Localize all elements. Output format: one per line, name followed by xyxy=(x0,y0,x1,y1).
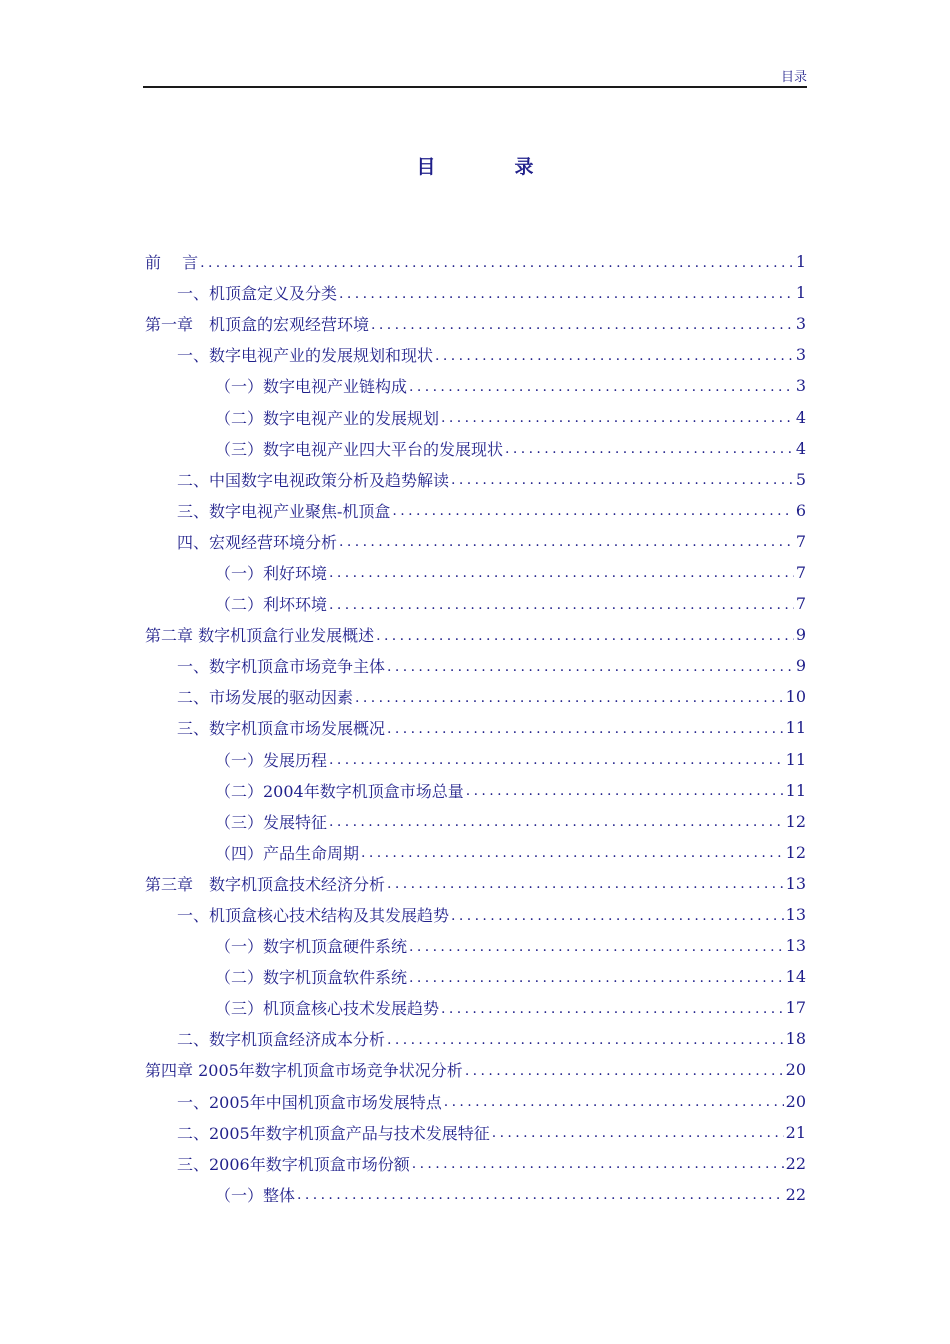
toc-entry[interactable] xyxy=(145,868,806,899)
toc-entry[interactable] xyxy=(145,775,806,806)
toc-page-number: 22 xyxy=(785,1153,806,1173)
toc-dot-leader xyxy=(444,1094,784,1110)
toc-entry[interactable] xyxy=(145,277,806,308)
toc-page-number: 6 xyxy=(795,500,806,520)
toc-entry[interactable] xyxy=(145,588,806,619)
toc-page-number: 11 xyxy=(785,718,806,738)
toc-page-number: 4 xyxy=(795,438,806,458)
toc-page-number: 20 xyxy=(785,1091,806,1111)
page-title: 目 录 xyxy=(416,156,564,178)
toc-page-number: 7 xyxy=(795,562,806,582)
toc-entry[interactable] xyxy=(145,339,806,370)
toc-entry[interactable] xyxy=(145,308,806,339)
toc-dot-leader xyxy=(371,317,794,333)
toc-entry-title: 第四章 2005年数字机顶盒市场竞争状况分析 xyxy=(145,1061,463,1081)
toc-entry-title: 二、数字机顶盒经济成本分析 xyxy=(177,1030,386,1050)
toc-entry-title: 三、数字机顶盒市场发展概况 xyxy=(177,719,386,739)
toc-entry[interactable] xyxy=(145,1086,806,1117)
toc-page-number: 1 xyxy=(795,252,806,272)
toc-page-number: 13 xyxy=(785,936,806,956)
toc-entry-title: 二、市场发展的驱动因素 xyxy=(177,688,354,708)
toc-entry[interactable] xyxy=(145,1148,806,1179)
toc-dot-leader xyxy=(435,348,794,364)
toc-entry[interactable] xyxy=(145,401,806,432)
toc-page-number: 17 xyxy=(785,998,806,1018)
toc-dot-leader xyxy=(329,597,794,613)
toc-entry-title: （一）利好环境 xyxy=(215,563,328,583)
toc-entry[interactable] xyxy=(145,495,806,526)
toc-entry[interactable] xyxy=(145,433,806,464)
toc-entry[interactable] xyxy=(145,370,806,401)
toc-entry[interactable] xyxy=(145,837,806,868)
toc-dot-leader xyxy=(387,659,794,675)
toc-page-number: 11 xyxy=(785,749,806,769)
toc-dot-leader xyxy=(355,690,784,706)
table-of-contents xyxy=(145,246,806,1210)
toc-entry[interactable] xyxy=(145,464,806,495)
toc-dot-leader xyxy=(441,1001,784,1017)
toc-page-number: 9 xyxy=(795,625,806,645)
toc-dot-leader xyxy=(297,1187,784,1203)
toc-dot-leader xyxy=(200,255,794,271)
toc-entry[interactable] xyxy=(145,992,806,1023)
toc-entry-title: 第二章 数字机顶盒行业发展概述 xyxy=(145,626,375,646)
toc-dot-leader xyxy=(339,286,794,302)
toc-page-number: 7 xyxy=(795,594,806,614)
toc-dot-leader xyxy=(451,472,794,488)
toc-entry[interactable] xyxy=(145,619,806,650)
toc-dot-leader xyxy=(376,628,794,644)
toc-page-number: 14 xyxy=(785,967,806,987)
toc-entry-title: （二）2004年数字机顶盒市场总量 xyxy=(215,781,464,801)
toc-dot-leader xyxy=(361,845,784,861)
toc-entry[interactable] xyxy=(145,557,806,588)
toc-page-number: 3 xyxy=(795,345,806,365)
toc-page-number: 9 xyxy=(795,656,806,676)
toc-entry[interactable] xyxy=(145,681,806,712)
toc-entry-title: 三、2006年数字机顶盒市场份额 xyxy=(177,1154,410,1174)
toc-dot-leader xyxy=(466,783,784,799)
toc-entry-title: 四、宏观经营环境分析 xyxy=(177,532,338,552)
toc-entry[interactable] xyxy=(145,712,806,743)
toc-dot-leader xyxy=(412,1156,784,1172)
toc-entry-title: 一、数字机顶盒市场竞争主体 xyxy=(177,657,386,677)
toc-page-number: 21 xyxy=(785,1122,806,1142)
toc-dot-leader xyxy=(465,1063,784,1079)
toc-entry[interactable] xyxy=(145,526,806,557)
toc-dot-leader xyxy=(505,441,794,457)
toc-entry-title: 前 言 xyxy=(145,253,199,273)
toc-entry-title: （二）利坏环境 xyxy=(215,595,328,615)
toc-page-number: 1 xyxy=(795,283,806,303)
toc-page-number: 3 xyxy=(795,376,806,396)
header-label: 目录 xyxy=(780,70,807,85)
toc-entry-title: （一）数字机顶盒硬件系统 xyxy=(215,937,408,957)
toc-entry-title: （二）数字电视产业的发展规划 xyxy=(215,408,440,428)
toc-dot-leader xyxy=(387,876,784,892)
toc-entry-title: 一、机顶盒定义及分类 xyxy=(177,284,338,304)
toc-dot-leader xyxy=(441,410,794,426)
toc-dot-leader xyxy=(387,721,784,737)
toc-dot-leader xyxy=(387,1032,784,1048)
toc-entry[interactable] xyxy=(145,1179,806,1210)
toc-dot-leader xyxy=(339,534,794,550)
toc-page-number: 22 xyxy=(785,1184,806,1204)
toc-dot-leader xyxy=(329,752,784,768)
page-header xyxy=(143,62,807,88)
toc-page-number: 12 xyxy=(785,811,806,831)
toc-entry[interactable] xyxy=(145,1023,806,1054)
toc-entry[interactable] xyxy=(145,961,806,992)
toc-page-number: 7 xyxy=(795,531,806,551)
toc-dot-leader xyxy=(329,814,784,830)
toc-page-number: 4 xyxy=(795,407,806,427)
toc-entry[interactable] xyxy=(145,1054,806,1085)
toc-dot-leader xyxy=(392,503,793,519)
toc-entry-title: （三）数字电视产业四大平台的发展现状 xyxy=(215,439,504,459)
toc-entry-title: （二）数字机顶盒软件系统 xyxy=(215,968,408,988)
toc-entry-title: 一、2005年中国机顶盒市场发展特点 xyxy=(177,1092,442,1112)
toc-entry[interactable] xyxy=(145,246,806,277)
toc-entry-title: 二、2005年数字机顶盒产品与技术发展特征 xyxy=(177,1123,490,1143)
toc-page-number: 13 xyxy=(785,905,806,925)
toc-entry-title: （一）发展历程 xyxy=(215,750,328,770)
toc-dot-leader xyxy=(409,939,784,955)
toc-entry-title: 第一章 机顶盒的宏观经营环境 xyxy=(145,315,370,335)
toc-entry-title: （三）机顶盒核心技术发展趋势 xyxy=(215,999,440,1019)
toc-entry[interactable] xyxy=(145,930,806,961)
toc-entry-title: （一）整体 xyxy=(215,1185,296,1205)
toc-dot-leader xyxy=(409,379,794,395)
toc-entry-title: 二、中国数字电视政策分析及趋势解读 xyxy=(177,470,450,490)
toc-dot-leader xyxy=(329,565,794,581)
toc-entry-title: （一）数字电视产业链构成 xyxy=(215,377,408,397)
toc-entry[interactable] xyxy=(145,1117,806,1148)
toc-page-number: 20 xyxy=(785,1060,806,1080)
toc-entry-title: （四）产品生命周期 xyxy=(215,843,360,863)
toc-page-number: 3 xyxy=(795,314,806,334)
toc-entry[interactable] xyxy=(145,650,806,681)
toc-entry[interactable] xyxy=(145,899,806,930)
toc-page-number: 10 xyxy=(785,687,806,707)
toc-page-number: 11 xyxy=(785,780,806,800)
toc-page-number: 12 xyxy=(785,842,806,862)
toc-page-number: 18 xyxy=(785,1029,806,1049)
toc-entry-title: 一、数字电视产业的发展规划和现状 xyxy=(177,346,434,366)
toc-entry-title: （三）发展特征 xyxy=(215,812,328,832)
toc-entry-title: 三、数字电视产业聚焦-机顶盒 xyxy=(177,501,391,521)
toc-dot-leader xyxy=(492,1125,784,1141)
toc-dot-leader xyxy=(451,908,784,924)
toc-entry[interactable] xyxy=(145,806,806,837)
toc-page-number: 13 xyxy=(785,873,806,893)
toc-entry-title: 第三章 数字机顶盒技术经济分析 xyxy=(145,874,386,894)
toc-entry-title: 一、机顶盒核心技术结构及其发展趋势 xyxy=(177,906,450,926)
toc-entry[interactable] xyxy=(145,744,806,775)
toc-dot-leader xyxy=(409,970,784,986)
toc-page-number: 5 xyxy=(795,469,806,489)
